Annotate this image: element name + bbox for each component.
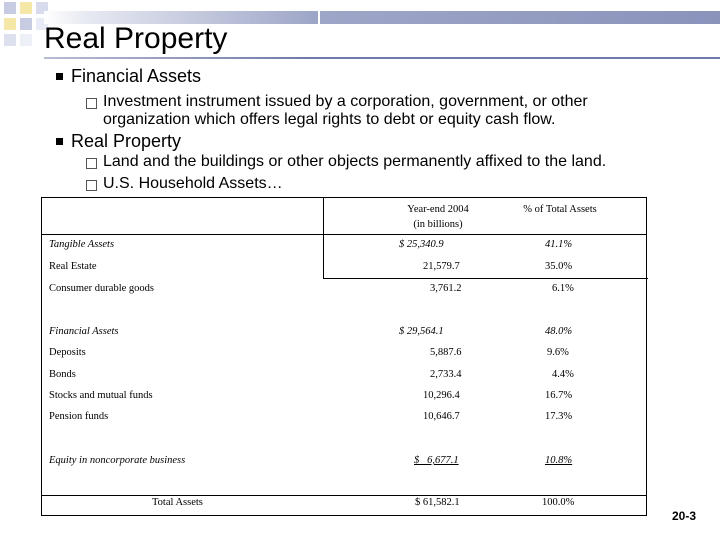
row-value-real-estate: 21,579.7 (423, 261, 460, 272)
row-value-bonds: 2,733.4 (430, 369, 462, 380)
household-assets-table (41, 197, 647, 516)
table-divider (323, 198, 324, 278)
square-bullet-icon (56, 138, 63, 145)
bullet-financial-assets: Financial Assets (71, 66, 202, 86)
row-value-consumer-durables: 3,761.2 (430, 283, 462, 294)
column-header-percent: % of Total Assets (523, 204, 597, 215)
page-number: 20-3 (671, 509, 696, 523)
sub-bullet-text-cont: organization which offers legal rights to debt or equity cash flow. (103, 111, 556, 128)
row-label-real-estate: Real Estate (49, 261, 97, 272)
row-pct-equity-noncorporate: 10.8% (545, 455, 573, 466)
sub-bullet-text: Investment instrument issued by a corporation, government, or other (103, 93, 588, 110)
slide-title: Real Property (44, 22, 228, 55)
row-label-total-assets: Total Assets (152, 497, 203, 508)
row-label-pension: Pension funds (49, 411, 109, 422)
row-value-equity-noncorporate: $ 6,677.1 (414, 455, 459, 466)
checkbox-bullet-icon (86, 180, 97, 191)
row-value-stocks: 10,296.4 (423, 390, 460, 401)
row-pct-stocks: 16.7% (545, 390, 573, 401)
table-header-rule (42, 234, 646, 235)
row-label-equity-noncorporate: Equity in noncorporate business (49, 455, 186, 466)
title-underline (44, 57, 720, 59)
row-pct-consumer-durables: 6.1% (552, 283, 574, 294)
row-label-stocks: Stocks and mutual funds (49, 390, 153, 401)
row-pct-bonds: 4.4% (552, 369, 574, 380)
row-label-bonds: Bonds (49, 369, 76, 380)
row-value-financial-assets: $ 29,564.1 (399, 326, 444, 337)
row-value-pension: 10,646.7 (423, 411, 460, 422)
row-label-deposits: Deposits (49, 347, 86, 358)
table-rule (323, 278, 648, 279)
square-bullet-icon (56, 73, 63, 80)
sub-bullet-text: Land and the buildings or other objects permanently affixed to the land. (103, 153, 607, 170)
bullet-real-property: Real Property (71, 131, 182, 151)
row-pct-tangible-assets: 41.1% (545, 239, 573, 250)
checkbox-bullet-icon (86, 158, 97, 169)
row-value-tangible-assets: $ 25,340.9 (399, 239, 444, 250)
table-total-rule (42, 495, 646, 496)
row-label-financial-assets: Financial Assets (49, 326, 119, 337)
row-label-tangible-assets: Tangible Assets (49, 239, 115, 250)
checkbox-bullet-icon (86, 98, 97, 109)
row-pct-deposits: 9.6% (547, 347, 569, 358)
top-bar-separator (318, 11, 320, 24)
row-value-total-assets: $ 61,582.1 (415, 497, 460, 508)
column-header-value-line2: (in billions) (413, 219, 463, 230)
column-header-value (378, 202, 498, 232)
sub-bullet-text: U.S. Household Assets… (103, 175, 283, 192)
row-pct-real-estate: 35.0% (545, 261, 573, 272)
row-value-deposits: 5,887.6 (430, 347, 462, 358)
row-pct-financial-assets: 48.0% (545, 326, 573, 337)
row-pct-pension: 17.3% (545, 411, 573, 422)
row-pct-total-assets: 100.0% (542, 497, 575, 508)
column-header-value-line1: Year-end 2004 (407, 204, 469, 215)
row-label-consumer-durables: Consumer durable goods (49, 283, 154, 294)
